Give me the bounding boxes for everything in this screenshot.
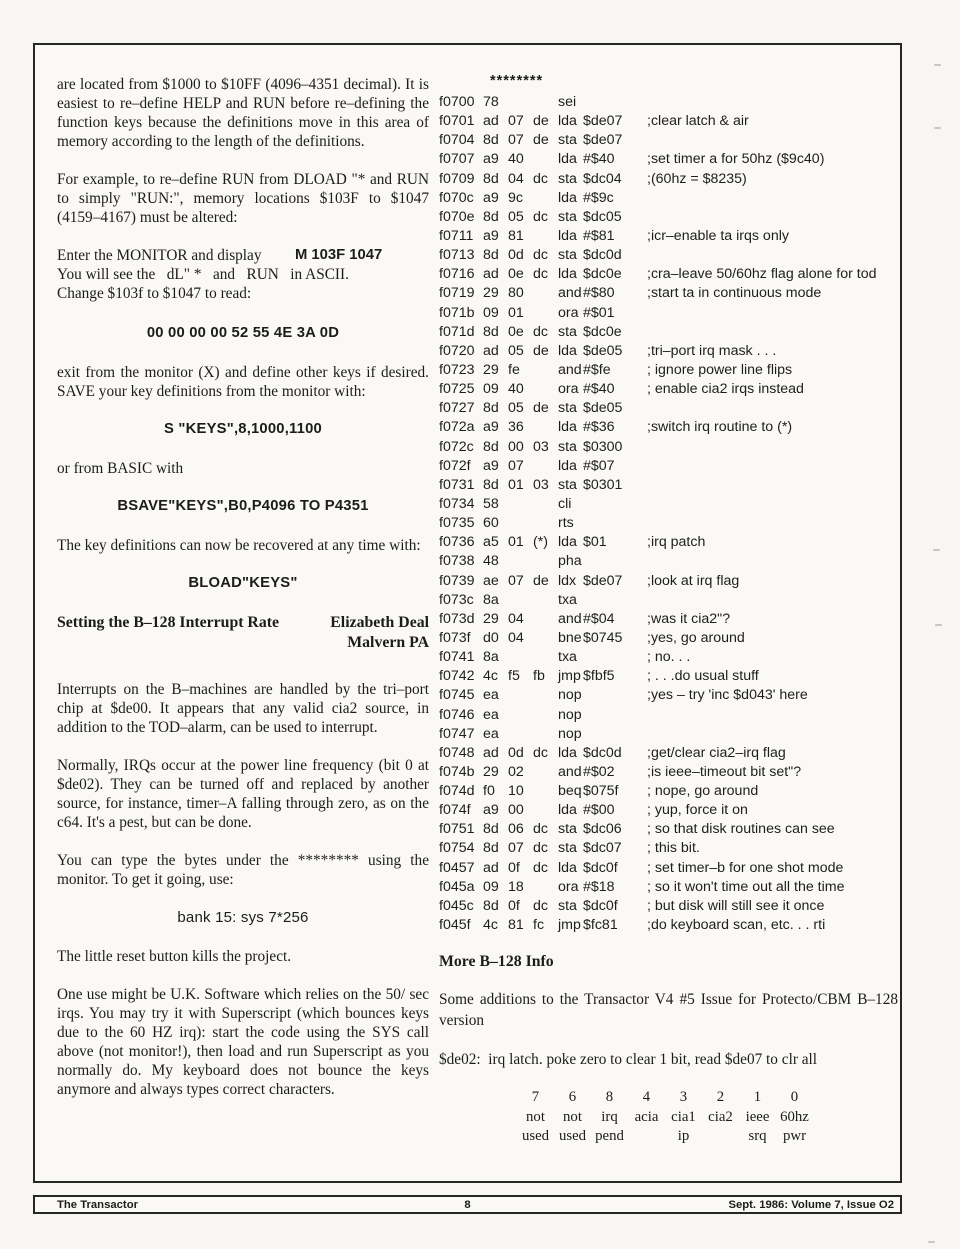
code-line: f0723 29 fe and #$fe ; ignore power line flips <box>439 361 793 378</box>
print-mark <box>928 1241 935 1243</box>
code-line: f072c 8d 00 03 sta $0300 <box>439 438 623 455</box>
subsection-heading: More B–128 Info <box>439 953 554 971</box>
code-line: f070c a9 9c lda #$9c <box>439 189 614 206</box>
code-line: f0719 29 80 and #$80 ;start ta in continuous mode <box>439 285 822 302</box>
code-line: f071b 09 01 ora #$01 <box>439 304 615 321</box>
section-heading <box>57 613 429 633</box>
code-line: f0734 58 cli <box>439 495 572 512</box>
code-line: f073c 8a txa <box>439 591 577 608</box>
bit-label: ip <box>677 1128 690 1145</box>
paragraph: Interrupts on the B–machines are handled by the tri–port chip at $de00. It appears that any valid cia2 source, in addition to the TOD–alarm, can be used to interrupt. <box>57 681 429 736</box>
code-snippet-bank: bank 15: sys 7*256 <box>177 909 309 926</box>
assembly-listing <box>439 94 898 936</box>
paragraph: One use might be U.K. Software which relies on the 50/ sec irqs. You may try it with Superscript (which bounces keys due to the 60 HZ irq): start the code using the SYS call above (not monitor!), then load and run Superscript as you normally do. My keyboard does not bounce the keys anymore and always types correct characters. <box>57 986 429 1098</box>
right-column <box>439 73 898 1147</box>
print-mark <box>935 624 942 626</box>
code-line: f073f d0 04 bne $0745 ;yes, go around <box>439 629 745 646</box>
bit-number: 0 <box>790 1089 799 1106</box>
paragraph: or from BASIC with <box>57 460 184 477</box>
code-line: f0720 ad 05 de lda $de05 ;tri–port irq mask . . . <box>439 342 777 359</box>
paragraph: Some additions to the Transactor V4 #5 Issue for Protecto/CBM B–128 version <box>439 991 898 1030</box>
bit-number: 4 <box>642 1089 651 1106</box>
code-line: f045c 8d 0f dc sta $dc0f ; but disk will still see it once <box>439 897 825 914</box>
section-title: Setting the B–128 Interrupt Rate <box>57 614 280 631</box>
paragraph: The key definitions can now be recovered at any time with: <box>57 537 421 554</box>
code-line: f0739 ae 07 de ldx $de07 ;look at irq flag <box>439 572 740 589</box>
bit-label <box>702 1127 739 1147</box>
bit-label <box>628 1127 665 1147</box>
code-line: f0736 a5 01 (*) lda $01 ;irq patch <box>439 534 706 551</box>
code-snippet-bload: BLOAD"KEYS" <box>188 575 298 591</box>
monitor-line: You will see the dL" * and RUN in ASCII. <box>57 266 349 283</box>
monitor-line <box>57 246 429 265</box>
code-line: f0748 ad 0d dc lda $dc0d ;get/clear cia2–irq flag <box>439 744 786 761</box>
bit-label: pwr <box>782 1128 806 1145</box>
bit-label: not <box>563 1108 582 1125</box>
code-line: f0713 8d 0d dc sta $dc0d <box>439 247 622 264</box>
bit-label: ieee <box>745 1108 770 1125</box>
author-name: Elizabeth Deal <box>330 614 429 631</box>
bit-label: pend <box>595 1128 624 1145</box>
code-snippet-save: S "KEYS",8,1000,1100 <box>164 421 322 437</box>
code-line: f072f a9 07 lda #$07 <box>439 457 615 474</box>
bit-label: not <box>526 1108 545 1125</box>
bit-label: used <box>558 1128 587 1145</box>
bit-number: 7 <box>531 1089 540 1106</box>
paragraph: For example, to re–define RUN from DLOAD "* and RUN to simply "RUN:", memory locations $103F to $1047 (4159–4167) must be altered: <box>57 171 429 226</box>
bit-number: 6 <box>568 1089 577 1106</box>
bit-column <box>702 1088 739 1147</box>
code-line: f0716 ad 0e dc lda $dc0e ;cra–leave 50/60hz flag alone for tod <box>439 266 877 283</box>
code-line: f074d f0 10 beq $075f ; nope, go around <box>439 783 759 800</box>
code-line: f0704 8d 07 de sta $de07 <box>439 132 623 149</box>
paragraph: The little reset button kills the project. <box>57 948 292 965</box>
monitor-instructions <box>57 246 429 303</box>
code-line: f0735 60 rts <box>439 515 574 532</box>
print-mark <box>933 549 940 551</box>
bit-number: 8 <box>605 1089 614 1106</box>
page-number: 8 <box>464 1198 471 1211</box>
bit-label: irq <box>601 1108 618 1125</box>
code-line: f0742 4c f5 fb jmp $fbf5 ; . . .do usual stuff <box>439 668 759 685</box>
bit-label: 60hz <box>780 1108 809 1125</box>
print-mark <box>934 64 941 66</box>
code-line: f0746 ea nop <box>439 706 582 723</box>
code-line: f071d 8d 0e dc sta $dc0e <box>439 323 622 340</box>
code-snippet-hexbytes: 00 00 00 00 52 55 4E 3A 0D <box>146 325 340 341</box>
paragraph: are located from $1000 to $10FF (4096–4351 decimal). It is easiest to re–define HELP and RUN before re–defining the function keys because the definitions move in this area of memory according to the length of the definitions. <box>57 76 429 150</box>
paragraph: Normally, IRQs occur at the power line frequency (bit 0 at $de02). They can be turned off and replaced by another source, for instance, timer–A falling through zero, as on the c64. It's a pest, but can be done. <box>57 757 429 831</box>
code-line: f070e 8d 05 dc sta $dc05 <box>439 208 622 225</box>
bit-column <box>517 1088 554 1147</box>
code-line: f0745 ea nop ;yes – try 'inc $d043' here <box>439 687 808 704</box>
code-line: f072a a9 36 lda #$36 ;switch irq routine to (*) <box>439 419 793 436</box>
page-frame <box>33 43 902 1183</box>
bit-number: 3 <box>679 1089 688 1106</box>
paragraph: $de02: irq latch. poke zero to clear 1 bit, read $de07 to clr all <box>439 1051 818 1069</box>
left-column <box>57 75 429 1118</box>
bit-column <box>776 1088 813 1147</box>
bit-label: cia2 <box>708 1108 733 1125</box>
paragraph: exit from the monitor (X) and define other keys if desired. SAVE your key definitions from the monitor with: <box>57 364 429 400</box>
irq-bit-table <box>517 1088 898 1147</box>
monitor-text: Enter the MONITOR and display <box>57 247 262 264</box>
paragraph: You can type the bytes under the ******** using the monitor. To get it going, use: <box>57 852 429 888</box>
code-line: f073d 29 04 and #$04 ;was it cia2"? <box>439 610 731 627</box>
code-line: f0747 ea nop <box>439 725 582 742</box>
code-line: f0738 48 pha <box>439 553 582 570</box>
monitor-line: Change $103f to $1047 to read: <box>57 285 252 302</box>
bit-column <box>739 1088 776 1147</box>
bit-column <box>591 1088 628 1147</box>
code-line: f045f 4c 81 fc jmp $fc81 ;do keyboard scan, etc. . . rti <box>439 917 826 934</box>
monitor-command: M 103F 1047 <box>295 247 383 263</box>
code-line: f0754 8d 07 dc sta $dc07 ; this bit. <box>439 840 700 857</box>
bit-number: 2 <box>716 1089 725 1106</box>
author-location: Malvern PA <box>347 634 429 651</box>
code-line: f0707 a9 40 lda #$40 ;set timer a for 50hz ($9c40) <box>439 151 825 168</box>
code-line: f0725 09 40 ora #$40 ; enable cia2 irqs instead <box>439 381 804 398</box>
code-line: f0700 78 sei <box>439 94 577 110</box>
bit-label: acia <box>634 1108 659 1125</box>
code-line: f074f a9 00 lda #$00 ; yup, force it on <box>439 802 748 819</box>
code-line: f045a 09 18 ora #$18 ; so it won't time out all the time <box>439 878 845 895</box>
issue-info: Sept. 1986: Volume 7, Issue O2 <box>728 1198 894 1211</box>
code-line: f0701 ad 07 de lda $de07 ;clear latch & air <box>439 113 749 130</box>
code-line: f0709 8d 04 dc sta $dc04 ;(60hz = $8235) <box>439 170 747 187</box>
code-line: f0457 ad 0f dc lda $dc0f ; set timer–b for one shot mode <box>439 859 844 876</box>
code-line: f074b 29 02 and #$02 ;is ieee–timeout bit set"? <box>439 763 802 780</box>
bit-number: 1 <box>753 1089 762 1106</box>
code-snippet-bsave: BSAVE"KEYS",B0,P4096 TO P4351 <box>117 498 369 514</box>
footer-bar <box>33 1195 902 1214</box>
bit-column <box>554 1088 591 1147</box>
code-line: f0727 8d 05 de sta $de05 <box>439 400 623 417</box>
code-line: f0711 a9 81 lda #$81 ;icr–enable ta irqs only <box>439 227 789 244</box>
print-mark <box>934 127 941 129</box>
code-line: f0741 8a txa ; no. . . <box>439 649 691 666</box>
journal-name: The Transactor <box>57 1198 138 1211</box>
bit-column <box>665 1088 702 1147</box>
code-line: f0731 8d 01 03 sta $0301 <box>439 476 623 493</box>
asterisk-marker: ******** <box>490 73 544 89</box>
bit-label: used <box>521 1128 550 1145</box>
bit-column <box>628 1088 665 1147</box>
code-line: f0751 8d 06 dc sta $dc06 ; so that disk routines can see <box>439 821 835 838</box>
bit-label: cia1 <box>671 1108 696 1125</box>
bit-label: srq <box>748 1128 767 1145</box>
